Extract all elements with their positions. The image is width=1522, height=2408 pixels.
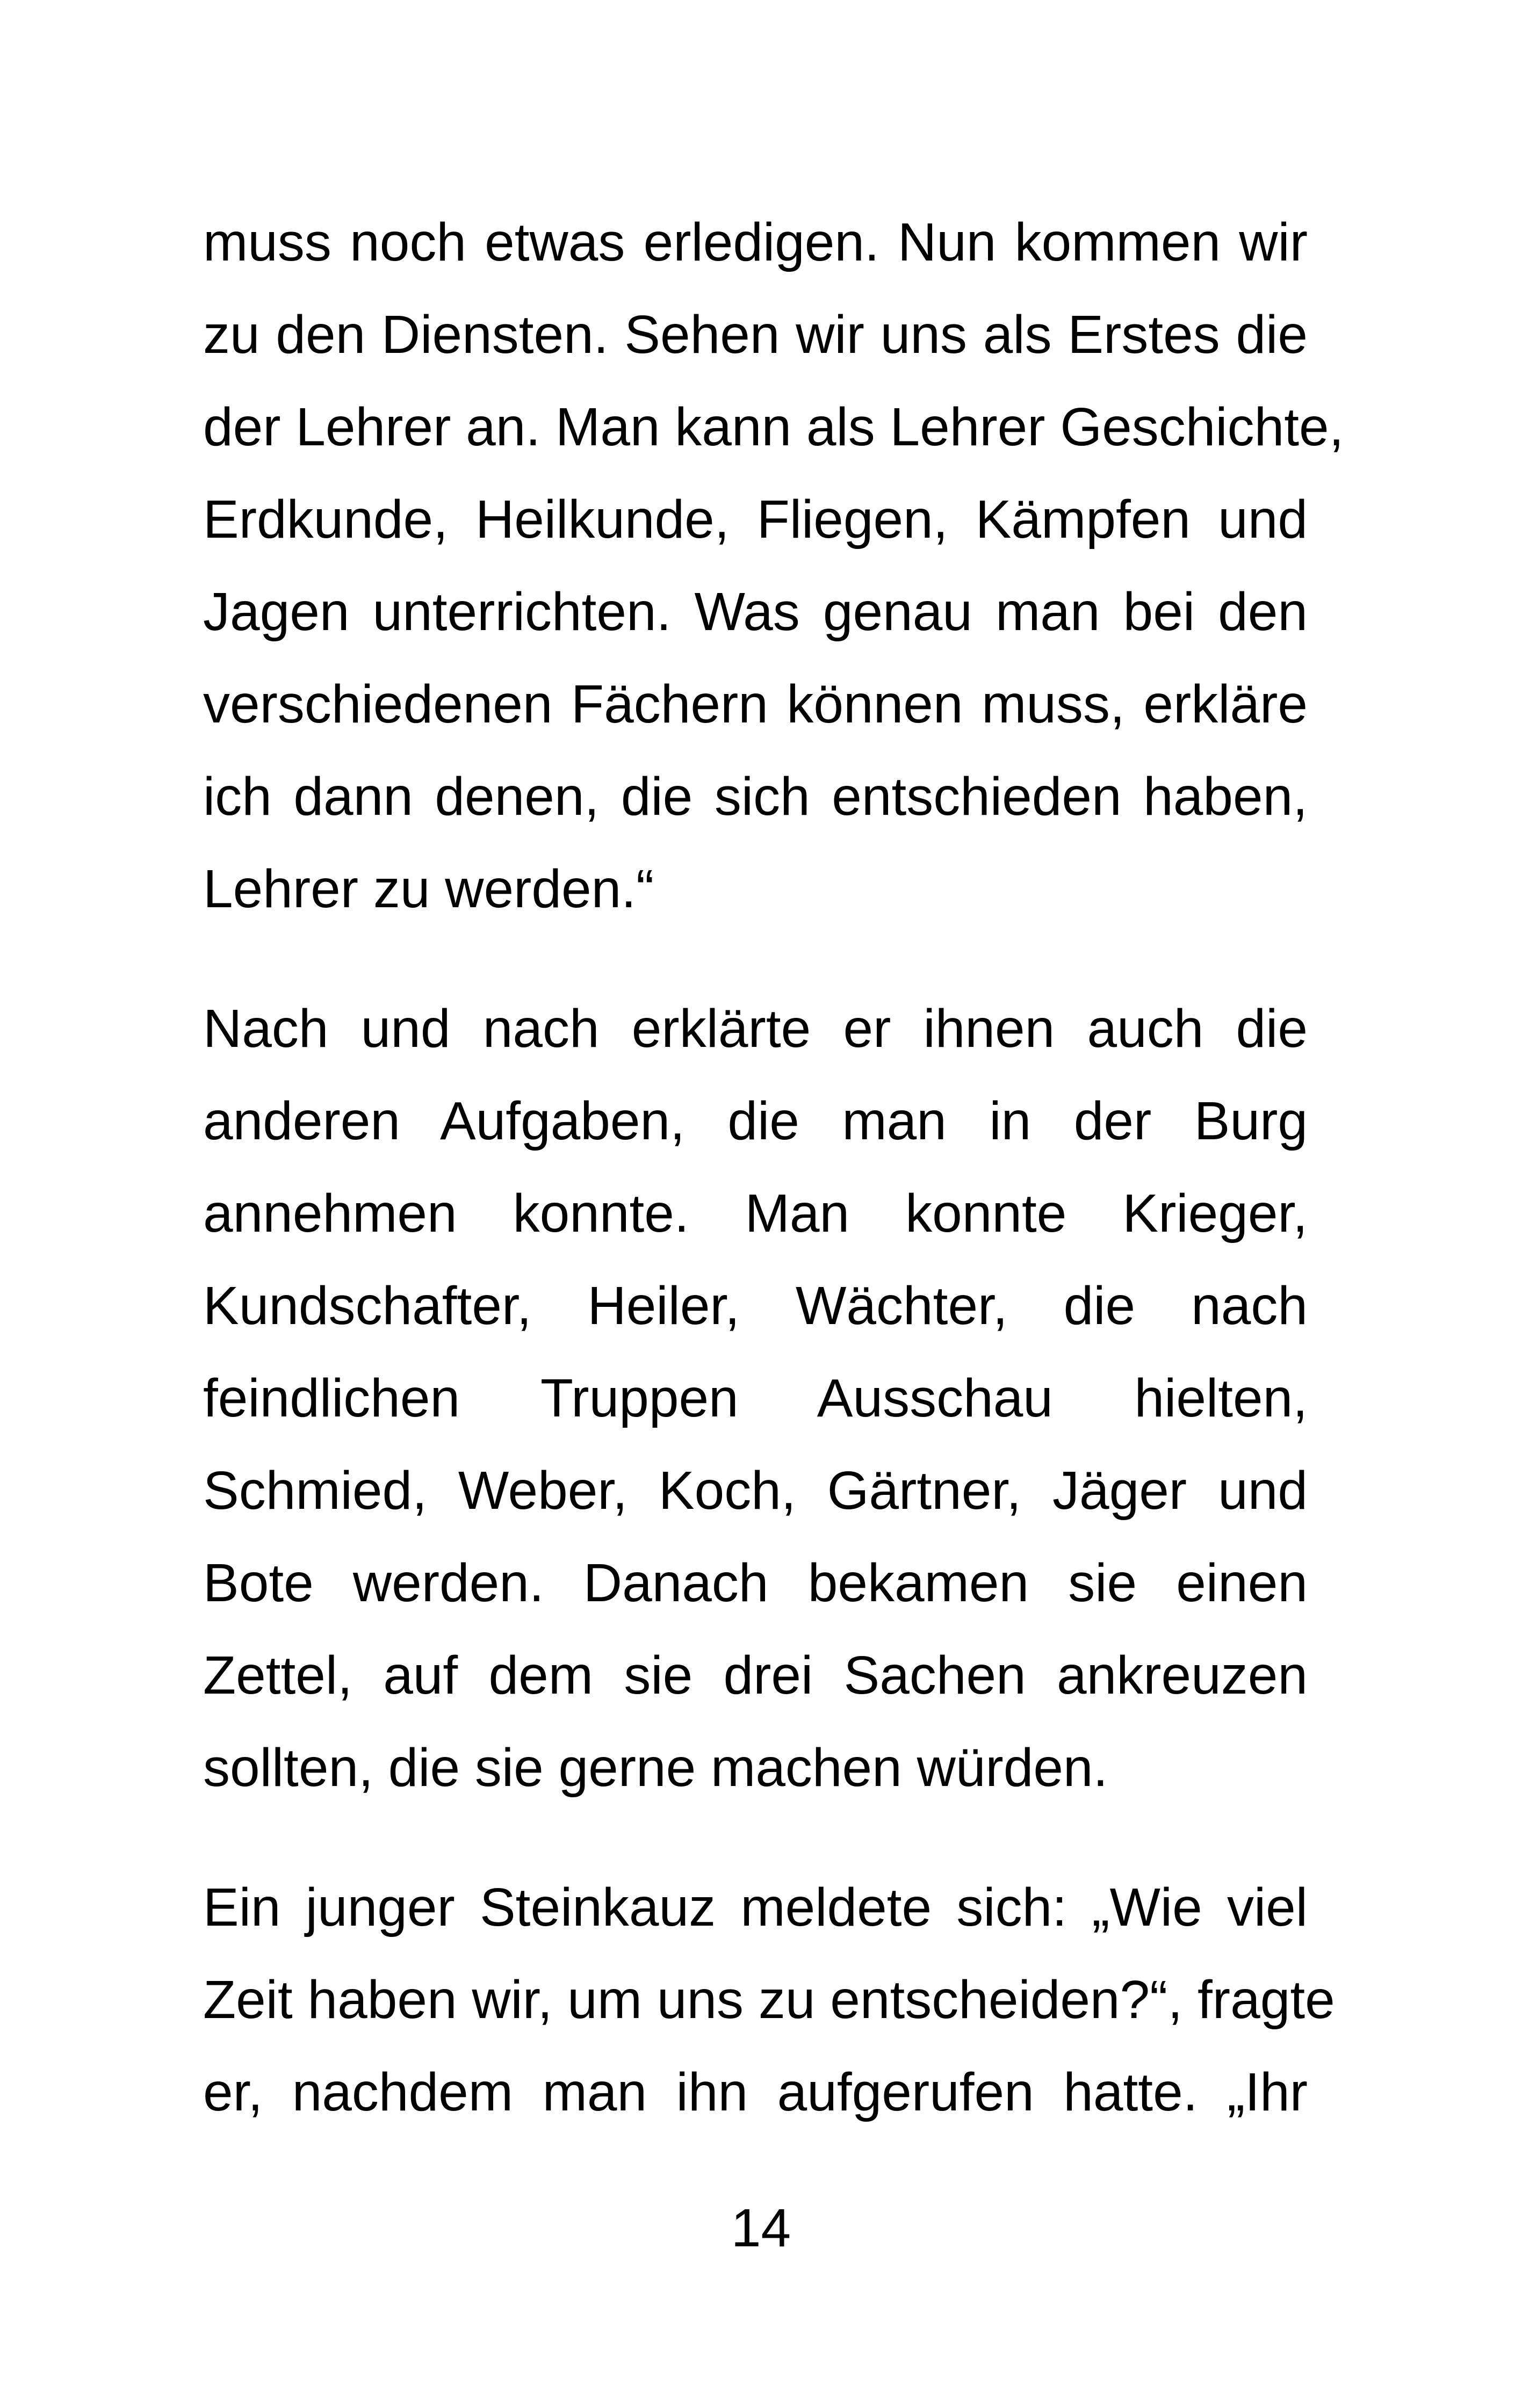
text-line: verschiedenen Fächern können muss, erkläre: [203, 674, 1308, 734]
text-line: er, nachdem man ihn aufgerufen hatte. „Ihr: [203, 2062, 1308, 2122]
page-number: 14: [731, 2198, 791, 2258]
text-line: anderen Aufgaben, die man in der Burg: [203, 1091, 1308, 1151]
text-line: Erdkunde, Heilkunde, Fliegen, Kämpfen und: [203, 489, 1308, 549]
text-line: Jagen unterrichten. Was genau man bei den: [203, 582, 1308, 642]
text-line: ich dann denen, die sich entschieden haben,: [203, 766, 1308, 827]
text-line: Bote werden. Danach bekamen sie einen: [203, 1553, 1308, 1613]
text-line: Kundschafter, Heiler, Wächter, die nach: [203, 1276, 1308, 1336]
text-line: annehmen konnte. Man konnte Krieger,: [203, 1183, 1308, 1243]
text-line: sollten, die sie gerne machen würden.: [203, 1738, 1108, 1798]
text-line: Nach und nach erklärte er ihnen auch die: [203, 999, 1308, 1059]
text-line: Ein junger Steinkauz meldete sich: „Wie viel: [203, 1877, 1308, 1937]
paragraph-3: [203, 1861, 1335, 2138]
text-line: feindlichen Truppen Ausschau hielten,: [203, 1368, 1308, 1428]
text-line: Zettel, auf dem sie drei Sachen ankreuzen: [203, 1645, 1308, 1705]
text-line: Schmied, Weber, Koch, Gärtner, Jäger und: [203, 1460, 1308, 1521]
text-line: der Lehrer an. Man kann als Lehrer Geschichte,: [203, 397, 1344, 457]
body-text: [203, 196, 1344, 2138]
text-line: Lehrer zu werden.“: [203, 859, 654, 919]
text-line: muss noch etwas erledigen. Nun kommen wir: [203, 212, 1308, 272]
paragraph-2: [203, 982, 1308, 1814]
text-line: Zeit haben wir, um uns zu entscheiden?“, fragte: [203, 1970, 1335, 2030]
paragraph-1: [203, 196, 1344, 935]
text-line: zu den Diensten. Sehen wir uns als Erstes die: [203, 305, 1308, 365]
